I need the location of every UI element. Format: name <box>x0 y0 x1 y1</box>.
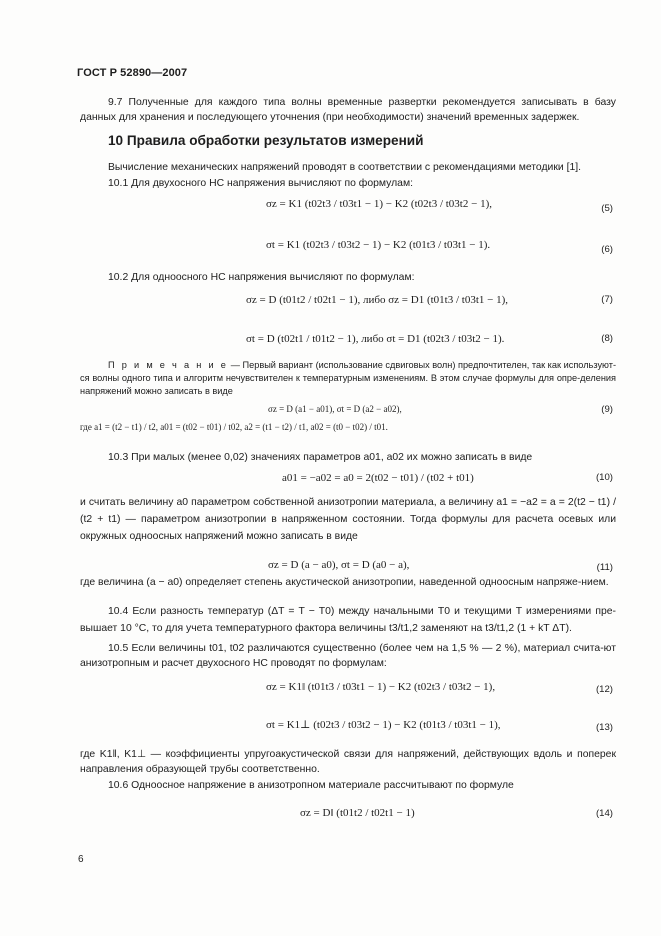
formula-7: σz = D (t01t2 / t02t1 − 1), либо σz = D1 (t01t3 / t03t1 − 1), <box>246 294 509 306</box>
paragraph-10-3-c: где величина (a − a0) определяет степень акустической анизотропии, наведенной одноосным напряже-нием. <box>80 577 609 588</box>
page-number: 6 <box>78 854 84 865</box>
paragraph-10-5: 10.5 Если величины t01, t02 различаются существенно (более чем на 1,5 % — 2 %), материал счита-ют анизотропным и расчет двухосного НС проводят по формулам: <box>80 643 616 670</box>
formula-6: σt = K1 (t02t3 / t03t2 − 1) − K2 (t01t3 / t03t1 − 1). <box>266 239 491 251</box>
note-label: П р и м е ч а н и е <box>108 360 229 370</box>
formula-number-5: (5) <box>601 203 613 214</box>
formula-number-7: (7) <box>601 294 613 305</box>
intro-paragraph: Вычисление механических напряжений проводят в соответствии с рекомендациями методики [1]. <box>108 162 582 173</box>
formula-number-10: (10) <box>595 472 613 483</box>
paragraph-10-1: 10.1 Для двухосного НС напряжения вычисляют по формулам: <box>108 178 413 189</box>
document-header: ГОСТ Р 52890—2007 <box>77 67 188 79</box>
formula-number-12: (12) <box>595 684 613 695</box>
paragraph-10-3: 10.3 При малых (менее 0,02) значениях параметров a01, a02 их можно записать в виде <box>108 452 533 463</box>
paragraph-10-2: 10.2 Для одноосного НС напряжения вычисляют по формулам: <box>108 272 415 283</box>
note-text: — Первый вариант (использование сдвиговых волн) предпочтителен, так как используют-ся волны одного типа и алгоритм нечувствителен к температурным изменениям. В этом случае формулы для опре-деления напряжений можно записать в виде <box>80 360 617 397</box>
formula-5: σz = K1 (t02t3 / t03t1 − 1) − K2 (t02t3 / t03t2 − 1), <box>266 198 492 210</box>
formula-number-6: (6) <box>601 244 613 255</box>
formula-number-11: (11) <box>596 562 613 573</box>
formula-13: σt = K1⊥ (t02t3 / t03t2 − 1) − K2 (t01t3 / t03t1 − 1), <box>266 719 501 731</box>
paragraph-9-7: 9.7 Полученные для каждого типа волны временные развертки рекомендуется записывать в базу данных для хранения и последующего уточнения (при необходимости) значений временных задержек. <box>80 97 616 124</box>
formula-14: σz = D‖ (t01t2 / t02t1 − 1) <box>300 807 415 819</box>
formula-number-9: (9) <box>601 404 613 415</box>
paragraph-10-3-b: и считать величину a0 параметром собственной анизотропии материала, а величину a1 = −a2 = a = 2(t2 − t1) / (t2 + t1) — параметром анизотропии в напряженном состоянии. Тогда формулы для расчета осевых или окружных одноосных напряжений можно записать в виде <box>80 497 616 542</box>
formula-11: σz = D (a − a0), σt = D (a0 − a), <box>268 559 410 571</box>
formula-12: σz = K1‖ (t01t3 / t03t1 − 1) − K2 (t02t3 / t03t2 − 1), <box>266 681 496 693</box>
formula-number-14: (14) <box>595 808 613 819</box>
note-block <box>80 359 616 399</box>
paragraph-10-5-b: где K1‖, K1⊥ — коэффициенты упругоакустической связи для напряжений, действующих вдоль и поперек направления образующей трубы соответственно. <box>80 749 616 776</box>
formula-number-13: (13) <box>595 722 613 733</box>
formula-8: σt = D (t02t1 / t01t2 − 1), либо σt = D1 (t02t3 / t03t2 − 1). <box>246 333 505 345</box>
section-title: 10 Правила обработки результатов измерений <box>108 133 424 148</box>
formula-9-where: где a1 = (t2 − t1) / t2, a01 = (t02 − t01) / t02, a2 = (t1 − t2) / t1, a02 = (t0 − t02) / t01. <box>80 422 388 432</box>
paragraph-10-4: 10.4 Если разность температур (ΔT = T − T0) между начальными T0 и текущими T измерениями пре-вышает 10 °С, то для учета температурного фактора величины t3/t1,2 заменяют на t3/t1,2 (1 + kT ΔT). <box>80 606 616 634</box>
formula-9: σz = D (a1 − a01), σt = D (a2 − a02), <box>268 404 402 414</box>
formula-10: a01 = −a02 = a0 = 2(t02 − t01) / (t02 + t01) <box>282 472 474 484</box>
paragraph-10-6: 10.6 Одноосное напряжение в анизотропном материале рассчитывают по формуле <box>108 780 514 791</box>
formula-number-8: (8) <box>601 333 613 344</box>
